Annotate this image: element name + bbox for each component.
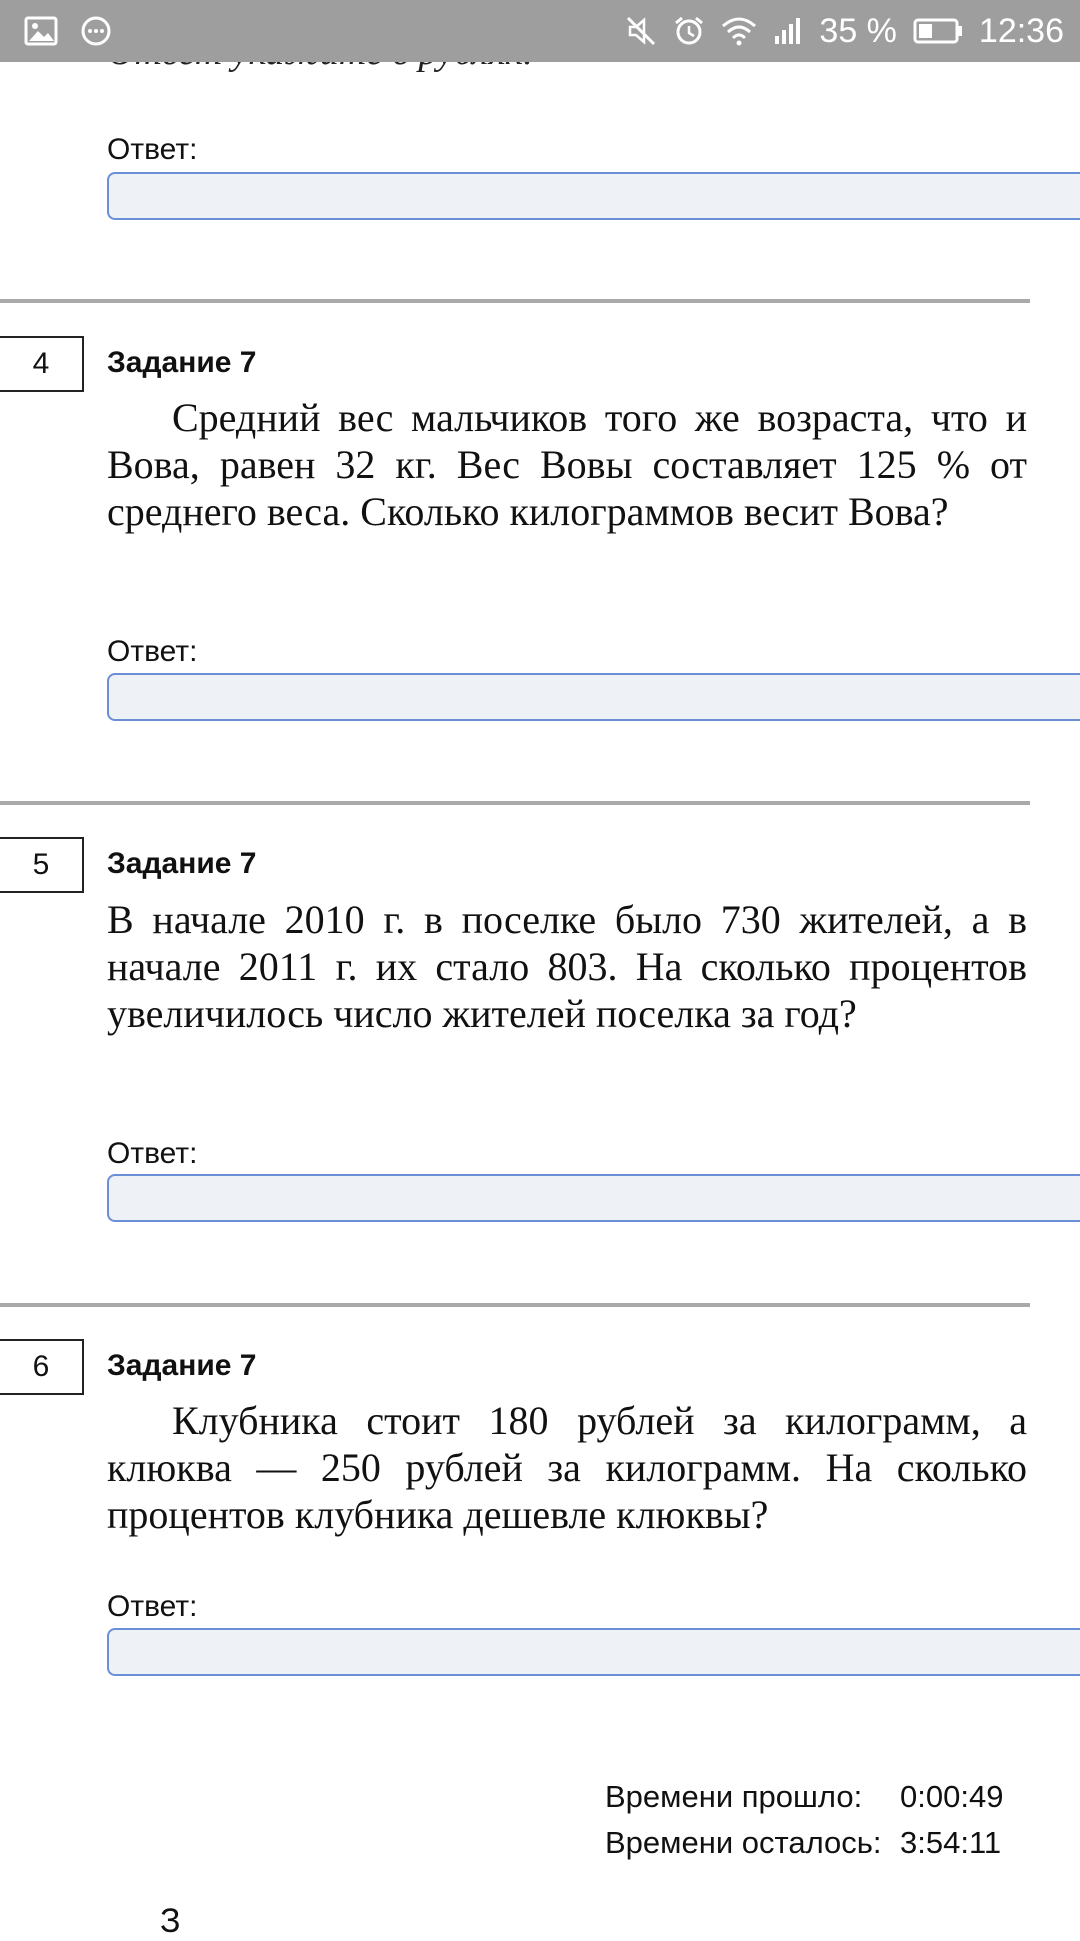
clock: 12:36: [978, 12, 1064, 50]
answer-label: Ответ:: [107, 1590, 198, 1623]
answer-label: Ответ:: [107, 133, 198, 166]
answer-input-3[interactable]: [107, 172, 1080, 220]
question-divider: [0, 801, 1030, 805]
bottom-clipped-text: З: [160, 1902, 181, 1940]
alarm-icon: [673, 15, 705, 47]
answer-input-4[interactable]: [107, 673, 1080, 721]
question-text: В начале 2010 г. в поселке было 730 жителей, а в начале 2011 г. их стало 803. На сколько процентов увеличилось число жителей поселка за год?: [107, 897, 1027, 1036]
question-title: Задание 7: [107, 847, 257, 880]
battery-icon: [913, 17, 963, 45]
question-number-box: 4: [0, 336, 84, 392]
elapsed-label: Времени прошло:: [605, 1779, 863, 1814]
signal-icon: [773, 16, 803, 46]
elapsed-row: [605, 1774, 1020, 1820]
status-bar: [0, 0, 1080, 62]
question-divider: [0, 299, 1030, 303]
elapsed-value: 0:00:49: [900, 1779, 1004, 1814]
wifi-icon: [721, 16, 757, 46]
remaining-row: [605, 1820, 1020, 1866]
question-title: Задание 7: [107, 1349, 257, 1382]
remaining-value: 3:54:11: [900, 1825, 1002, 1860]
answer-input-6[interactable]: [107, 1628, 1080, 1676]
question-divider: [0, 1303, 1030, 1307]
answer-label: Ответ:: [107, 635, 198, 668]
timer-panel: [605, 1774, 1020, 1866]
question-text: Клубника стоит 180 рублей за килограмм, а клюква — 250 рублей за килограмм. На сколько процентов клубника дешевле клюквы?: [107, 1398, 1027, 1537]
answer-input-5[interactable]: [107, 1174, 1080, 1222]
battery-percent: 35 %: [819, 12, 897, 50]
question-title: Задание 7: [107, 346, 257, 379]
chat-bubble-icon: [80, 15, 112, 47]
question-text: Средний вес мальчиков того же возраста, что и Вова, равен 32 кг. Вес Вовы составляет 125 % от среднего веса. Сколько килограммов весит Вова?: [107, 395, 1027, 534]
remaining-label: Времени осталось:: [605, 1825, 882, 1860]
question-number-box: 5: [0, 837, 84, 893]
answer-label: Ответ:: [107, 1137, 198, 1170]
mute-icon: [625, 15, 657, 47]
image-icon: [24, 16, 58, 46]
question-number-box: 6: [0, 1339, 84, 1395]
